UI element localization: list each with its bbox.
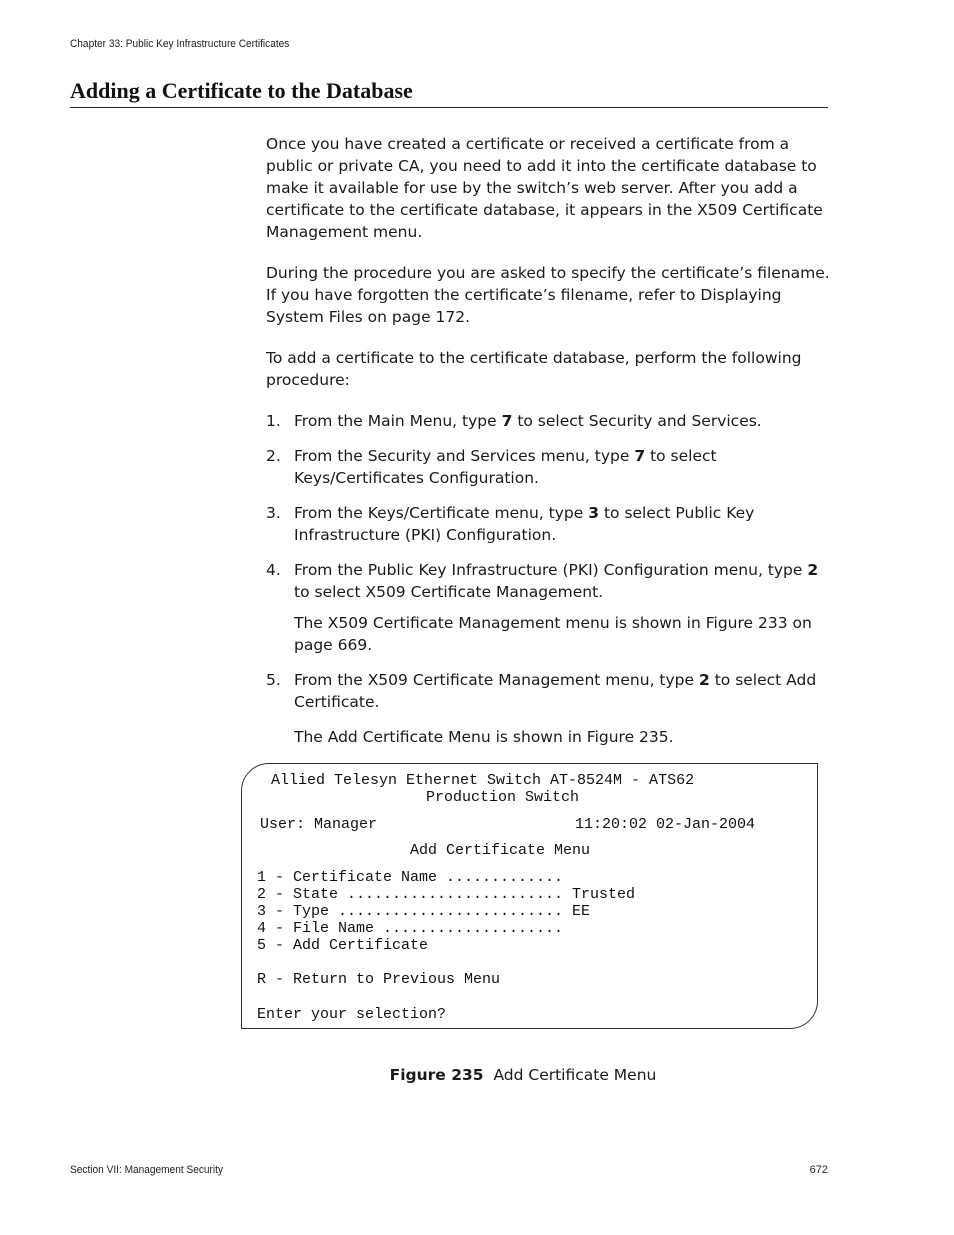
menu-item-state: 2 - State ........................ Trusted (257, 886, 636, 903)
menu-key: 2 (807, 561, 819, 579)
figure-reference-note: The Add Certificate Menu is shown in Figure 235. (294, 728, 674, 746)
menu-key: 3 (588, 504, 600, 522)
step-text: From the X509 Certificate Management menu, type 2 to select Add Certificate. (294, 671, 817, 711)
terminal-user: User: Manager (260, 816, 378, 833)
step-5 (266, 669, 832, 748)
menu-item-certificate-name: 1 - Certificate Name ............. (257, 869, 564, 886)
menu-item-file-name: 4 - File Name .................... (257, 920, 564, 937)
step-number: 4. (266, 561, 281, 579)
step-number: 2. (266, 447, 281, 465)
step-number: 1. (266, 412, 281, 430)
footer-section: Section VII: Management Security (70, 1164, 224, 1176)
terminal-menu-title: Add Certificate Menu (410, 842, 591, 859)
menu-item-type: 3 - Type ......................... EE (257, 903, 591, 920)
step-3 (266, 502, 832, 546)
intro-paragraph: Once you have created a certificate or received a certificate from a public or private CA, you need to add it into the certificate database to make it available for use by the switch’s web server. After you add a certificate to the certificate database, it appears in the X509 Certificate Management menu. (266, 135, 823, 241)
running-header: Chapter 33: Public Key Infrastructure Certificates (70, 38, 290, 50)
menu-item-return: R - Return to Previous Menu (257, 971, 501, 988)
filename-paragraph: During the procedure you are asked to specify the certificate’s filename. If you have forgotten the certificate’s filename, refer to Displaying System Files on page 172. (266, 264, 830, 326)
menu-key: 7 (501, 412, 513, 430)
step-number: 5. (266, 671, 281, 689)
menu-key: 7 (634, 447, 646, 465)
terminal-screen (241, 763, 818, 1029)
menu-key: 2 (698, 671, 710, 689)
section-title: Adding a Certificate to the Database (70, 78, 828, 108)
terminal-datetime: 11:20:02 02-Jan-2004 (575, 816, 756, 833)
step-number: 3. (266, 504, 281, 522)
step-text: From the Public Key Infrastructure (PKI) Configuration menu, type 2 to select X509 Certificate Management. (294, 561, 819, 601)
step-note: The X509 Certificate Management menu is shown in Figure 233 on page 669. (294, 614, 812, 654)
procedure-steps (266, 410, 832, 748)
procedure-intro-paragraph: To add a certificate to the certificate database, perform the following procedure: (266, 349, 802, 389)
terminal-prompt: Enter your selection? (257, 1006, 447, 1023)
figure-caption (0, 1066, 954, 1084)
step-4 (266, 559, 832, 656)
figure-label: Figure 235 (389, 1066, 484, 1084)
step-2 (266, 445, 832, 489)
menu-item-add-certificate: 5 - Add Certificate (257, 937, 429, 954)
body-text (266, 133, 832, 761)
figure-title: Add Certificate Menu (493, 1066, 657, 1084)
step-text: From the Security and Services menu, type 7 to select Keys/Certificates Configuration. (294, 447, 717, 487)
step-text: From the Main Menu, type 7 to select Security and Services. (294, 412, 762, 430)
terminal-banner: Allied Telesyn Ethernet Switch AT-8524M - ATS62 (271, 772, 695, 789)
step-text: From the Keys/Certificate menu, type 3 to select Public Key Infrastructure (PKI) Configuration. (294, 504, 755, 544)
terminal-switch-name: Production Switch (426, 789, 580, 806)
page-number: 672 (809, 1164, 828, 1176)
step-1 (266, 410, 832, 432)
